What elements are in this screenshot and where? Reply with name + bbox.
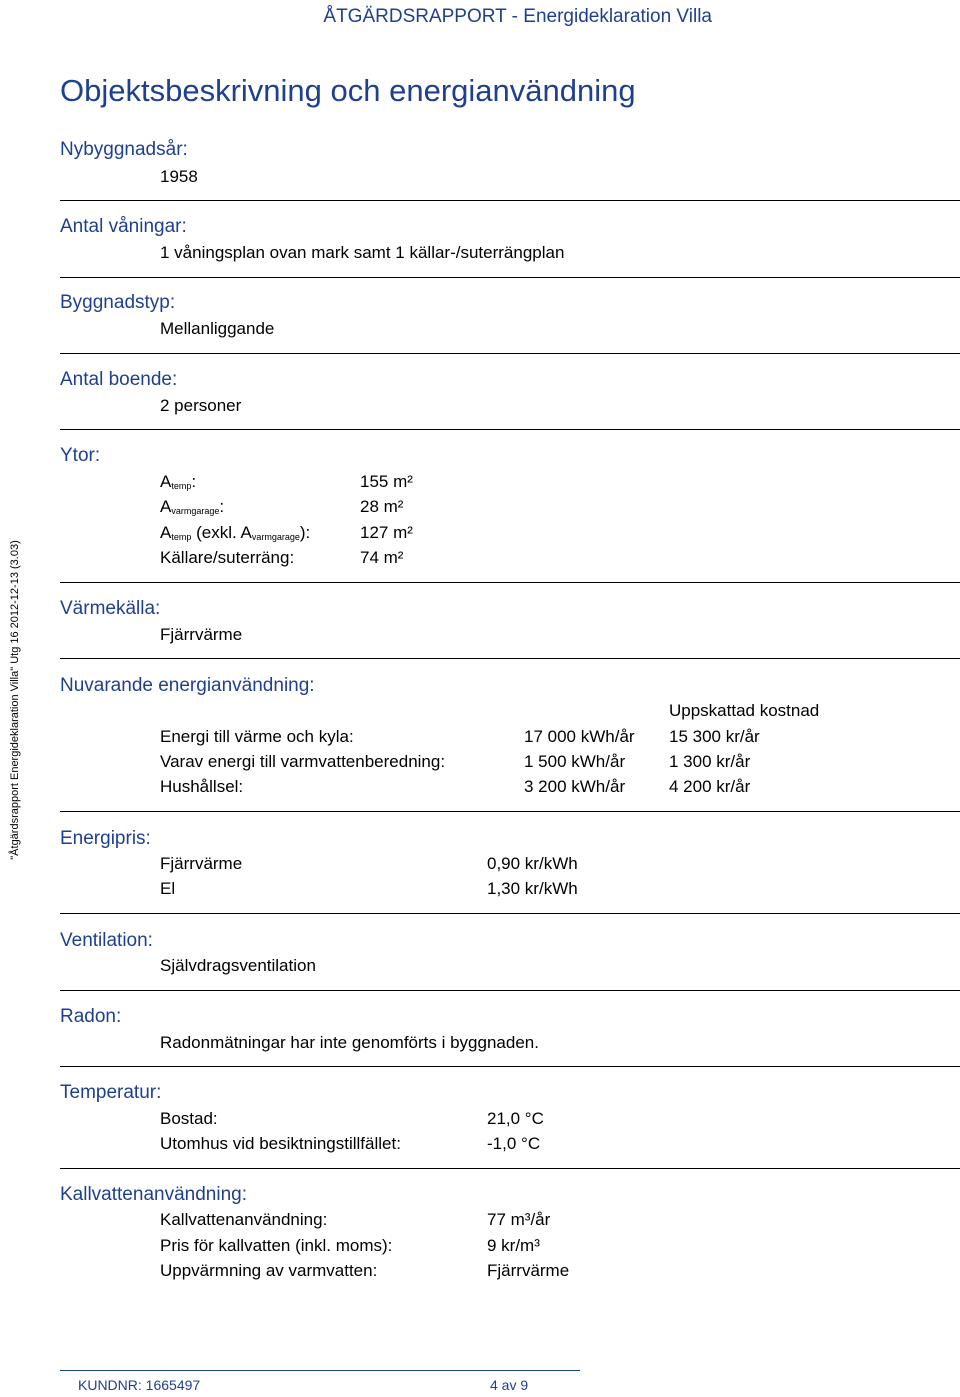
label-ytor: Ytor: [60,445,101,466]
yta-value-atemp-exkl: 127 m² [360,523,413,542]
temperatur-value: 21,0 °C [487,1109,544,1128]
energy-row-name: Hushållsel: [160,777,244,796]
value-radon: Radonmätningar har inte genomförts i byggnaden. [160,1033,539,1052]
divider [60,658,960,659]
divider [60,277,960,278]
label-nybyggnadsar: Nybyggnadsår: [60,139,188,160]
yta-value-kallare: 74 m² [360,548,404,567]
divider [60,811,960,812]
energy-row-cost: 1 300 kr/år [669,752,751,771]
energy-row-cost: 15 300 kr/år [669,727,760,746]
label-energipris: Energipris: [60,828,151,849]
divider [60,1066,960,1067]
label-radon: Radon: [60,1006,122,1027]
yta-name-avarmgarage: $A_{varmgarage}$: [160,497,225,516]
yta-value-avarmgarage: 28 m² [360,497,404,516]
kallvatten-value: Fjärrvärme [487,1261,570,1280]
energy-row-cost: 4 200 kr/år [669,777,751,796]
value-nybyggnadsar: 1958 [160,167,198,186]
label-varmekalla: Värmekälla: [60,598,161,619]
energy-row-value: 17 000 kWh/år [524,727,635,746]
kallvatten-name: Uppvärmning av varmvatten: [160,1261,378,1280]
temperatur-name: Utomhus vid besiktningstillfället: [160,1134,401,1153]
label-kallvatten: Kallvattenanvändning: [60,1184,247,1205]
energipris-name: Fjärrvärme [160,854,243,873]
page-title: Objektsbeskrivning och energianvändning [60,73,636,108]
value-antal-vaningar: 1 våningsplan ovan mark samt 1 källar-/suterrängplan [160,243,565,262]
yta-name-atemp: $A_{temp}$: [160,472,197,491]
label-antal-vaningar: Antal våningar: [60,216,187,237]
value-antal-boende: 2 personer [160,396,242,415]
yta-name-atemp-exkl: $A_{temp}$ (exkl. $A_{varmgarage}$): [160,523,311,542]
divider [60,913,960,914]
kallvatten-name: Kallvattenanvändning: [160,1210,328,1229]
value-varmekalla: Fjärrvärme [160,625,243,644]
label-byggnadstyp: Byggnadstyp: [60,292,176,313]
divider [60,200,960,201]
footer-divider [60,1370,580,1371]
cost-header: Uppskattad kostnad [669,701,820,720]
divider [60,1168,960,1169]
label-antal-boende: Antal boende: [60,369,178,390]
kallvatten-name: Pris för kallvatten (inkl. moms): [160,1236,393,1255]
divider [60,990,960,991]
temperatur-name: Bostad: [160,1109,218,1128]
energy-row-value: 1 500 kWh/år [524,752,626,771]
footer-kundnr: KUNDNR: 1665497 [78,1377,201,1393]
divider [60,429,960,430]
energipris-name: El [160,879,176,898]
label-ventilation: Ventilation: [60,930,153,951]
value-ventilation: Självdragsventilation [160,956,316,975]
value-byggnadstyp: Mellanliggande [160,319,275,338]
temperatur-value: -1,0 °C [487,1134,541,1153]
energy-row-name: Energi till värme och kyla: [160,727,354,746]
energipris-value: 0,90 kr/kWh [487,854,578,873]
divider [60,353,960,354]
kallvatten-value: 9 kr/m³ [487,1236,540,1255]
energy-row-name: Varav energi till varmvattenberedning: [160,752,446,771]
side-version-label: "Åtgärdsrapport Energideklaration Villa" Utg 16 2012-12-13 (3.03) [9,540,21,860]
yta-name-kallare: Källare/suterräng: [160,548,295,567]
label-temperatur: Temperatur: [60,1082,162,1103]
report-header-title: ÅTGÄRDSRAPPORT - Energideklaration Villa [323,6,712,27]
yta-value-atemp: 155 m² [360,472,413,491]
kallvatten-value: 77 m³/år [487,1210,551,1229]
energy-row-value: 3 200 kWh/år [524,777,626,796]
energipris-value: 1,30 kr/kWh [487,879,578,898]
footer-page-number: 4 av 9 [490,1377,529,1393]
label-energianvandning: Nuvarande energianvändning: [60,675,315,696]
divider [60,582,960,583]
